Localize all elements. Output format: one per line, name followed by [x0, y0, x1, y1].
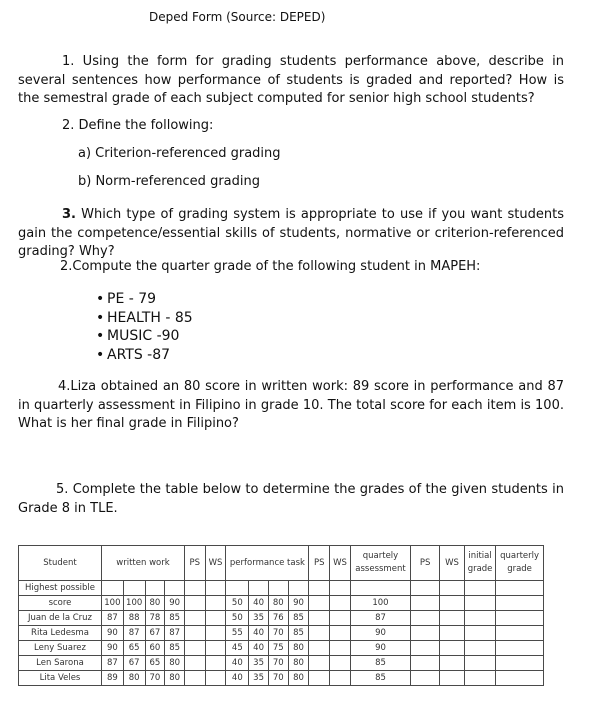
table-cell-empty — [184, 671, 205, 686]
table-cell: 87 — [101, 611, 123, 626]
table-cell: 67 — [145, 626, 165, 641]
table-cell: 65 — [123, 641, 145, 656]
table-cell-empty — [496, 626, 544, 641]
student-name: Lita Veles — [19, 671, 102, 686]
mapeh-grade-item: • HEALTH - 85 — [96, 309, 193, 326]
table-cell: 90 — [101, 641, 123, 656]
header-ps: PS — [309, 546, 330, 581]
table-cell: 80 — [288, 656, 309, 671]
table-cell: 85 — [288, 626, 309, 641]
table-cell: 65 — [145, 656, 165, 671]
table-row — [19, 641, 544, 656]
table-cell: 40 — [249, 596, 269, 611]
table-cell-empty — [496, 656, 544, 671]
table-cell-empty — [205, 611, 226, 626]
table-cell: 85 — [288, 611, 309, 626]
table-row — [19, 656, 544, 671]
student-name: Juan de la Cruz — [19, 611, 102, 626]
table-cell: 70 — [268, 656, 288, 671]
table-cell: 50 — [226, 596, 249, 611]
table-cell: 70 — [145, 671, 165, 686]
table-cell-empty — [205, 596, 226, 611]
table-cell-empty — [309, 626, 330, 641]
table-cell: 88 — [123, 611, 145, 626]
table-cell-empty — [330, 626, 351, 641]
table-cell-empty — [440, 671, 465, 686]
table-cell-empty — [411, 611, 440, 626]
mapeh-grades-list — [96, 290, 193, 364]
highest-score-label: Highest possible — [19, 581, 102, 596]
header-ps: PS — [184, 546, 205, 581]
mapeh-grade-item: • ARTS -87 — [96, 346, 171, 363]
table-cell: 55 — [226, 626, 249, 641]
header-quarterly-grade: quarterly grade — [496, 546, 544, 581]
question-2-title: 2. Define the following: — [62, 118, 214, 133]
table-cell-empty — [496, 611, 544, 626]
header-initial-grade: initial grade — [465, 546, 496, 581]
table-header-row — [19, 546, 544, 581]
table-cell: 90 — [101, 626, 123, 641]
table-cell: 87 — [101, 656, 123, 671]
table-cell: 80 — [165, 656, 185, 671]
table-cell: 85 — [350, 671, 410, 686]
mapeh-grade-item: • MUSIC -90 — [96, 328, 180, 344]
table-cell: 75 — [268, 641, 288, 656]
table-cell-empty — [309, 641, 330, 656]
table-cell: 80 — [123, 671, 145, 686]
table-cell-empty — [184, 656, 205, 671]
table-cell: 78 — [145, 611, 165, 626]
question-2-item-a: a) Criterion-referenced grading — [78, 146, 281, 161]
table-cell-empty — [440, 611, 465, 626]
question-compute-title: 2.Compute the quarter grade of the following student in MAPEH: — [60, 259, 481, 274]
table-cell: 35 — [249, 671, 269, 686]
table-cell: 80 — [288, 641, 309, 656]
table-cell-empty — [309, 611, 330, 626]
question-1: 1. Using the form for grading students performance above, describe in several sentences how performance of students is graded and reported? How is the semestral grade of each subject computed for senior high school students? — [18, 54, 564, 106]
table-cell-empty — [184, 626, 205, 641]
table-cell-empty — [330, 641, 351, 656]
question-5: 5. Complete the table below to determine the grades of the given students in Grade 8 in TLE. — [18, 482, 564, 516]
table-cell-empty — [496, 641, 544, 656]
table-row — [19, 671, 544, 686]
table-cell-empty — [411, 671, 440, 686]
document-header: Deped Form (Source: DEPED) — [149, 10, 326, 24]
header-ws: WS — [440, 546, 465, 581]
student-name: Leny Suarez — [19, 641, 102, 656]
table-cell: 35 — [249, 656, 269, 671]
table-cell-empty — [205, 641, 226, 656]
question-3 — [18, 206, 564, 262]
table-cell: 70 — [268, 671, 288, 686]
question-3-text: Which type of grading system is appropriate to use if you want students gain the competence/essential skills of students, normative or criterion-referenced grading? Why? — [18, 207, 564, 259]
table-cell-empty — [184, 641, 205, 656]
table-cell: 80 — [165, 671, 185, 686]
table-cell: 90 — [288, 596, 309, 611]
header-performance-task: performance task — [226, 546, 309, 581]
table-cell: 45 — [226, 641, 249, 656]
table-cell-empty — [205, 656, 226, 671]
table-cell-empty — [465, 596, 496, 611]
table-cell-empty — [440, 656, 465, 671]
table-cell-empty — [184, 611, 205, 626]
header-written-work: written work — [101, 546, 184, 581]
table-cell-empty — [411, 641, 440, 656]
table-cell-empty — [440, 596, 465, 611]
header-ws: WS — [330, 546, 351, 581]
table-cell: 100 — [101, 596, 123, 611]
table-cell: 70 — [268, 626, 288, 641]
table-cell-empty — [411, 626, 440, 641]
student-name: Len Sarona — [19, 656, 102, 671]
table-cell: 87 — [123, 626, 145, 641]
table-cell-empty — [496, 596, 544, 611]
table-cell: 87 — [165, 626, 185, 641]
table-cell-empty — [440, 641, 465, 656]
table-cell-empty — [309, 656, 330, 671]
table-cell-empty — [205, 671, 226, 686]
table-cell: 85 — [165, 611, 185, 626]
table-cell-empty — [411, 656, 440, 671]
table-cell-empty — [184, 596, 205, 611]
table-cell-empty — [330, 596, 351, 611]
table-cell-empty — [330, 671, 351, 686]
table-cell: 67 — [123, 656, 145, 671]
table-cell-empty — [496, 671, 544, 686]
question-2-item-b: b) Norm-referenced grading — [78, 174, 260, 189]
header-quarterly-assessment: quartely assessment — [350, 546, 410, 581]
table-cell: 90 — [350, 626, 410, 641]
table-cell: 100 — [123, 596, 145, 611]
table-cell: 89 — [101, 671, 123, 686]
header-ws: WS — [205, 546, 226, 581]
table-cell: 80 — [268, 596, 288, 611]
table-cell: 90 — [350, 641, 410, 656]
header-student: Student — [19, 546, 102, 581]
table-cell: 76 — [268, 611, 288, 626]
table-cell-empty — [411, 596, 440, 611]
highest-score-label-2: score — [19, 596, 102, 611]
table-cell: 90 — [165, 596, 185, 611]
table-row-highest-label — [19, 581, 544, 596]
table-cell: 60 — [145, 641, 165, 656]
table-cell-empty — [205, 626, 226, 641]
table-row-highest — [19, 596, 544, 611]
table-cell: 100 — [350, 596, 410, 611]
table-row — [19, 611, 544, 626]
table-cell: 85 — [350, 656, 410, 671]
table-cell-empty — [465, 641, 496, 656]
grades-table — [18, 545, 544, 686]
table-cell: 80 — [288, 671, 309, 686]
student-name: Rita Ledesma — [19, 626, 102, 641]
table-cell: 85 — [165, 641, 185, 656]
table-cell-empty — [465, 671, 496, 686]
table-row — [19, 626, 544, 641]
table-cell: 40 — [226, 656, 249, 671]
table-cell-empty — [465, 656, 496, 671]
table-cell-empty — [330, 656, 351, 671]
table-cell-empty — [330, 611, 351, 626]
table-cell: 80 — [145, 596, 165, 611]
mapeh-grade-item: • PE - 79 — [96, 291, 157, 307]
question-4: 4.Liza obtained an 80 score in written work: 89 score in performance and 87 in quarterly assessment in Filipino in grade 10. The total score for each item is 100. What is her final grade in Filipino? — [18, 379, 564, 431]
question-3-number: 3. — [62, 207, 76, 222]
table-cell-empty — [465, 626, 496, 641]
table-cell-empty — [309, 671, 330, 686]
table-cell-empty — [309, 596, 330, 611]
table-cell: 50 — [226, 611, 249, 626]
table-cell: 40 — [226, 671, 249, 686]
table-cell: 35 — [249, 611, 269, 626]
header-ps: PS — [411, 546, 440, 581]
table-cell-empty — [465, 611, 496, 626]
table-cell: 87 — [350, 611, 410, 626]
table-cell: 40 — [249, 641, 269, 656]
table-cell: 40 — [249, 626, 269, 641]
table-cell-empty — [440, 626, 465, 641]
